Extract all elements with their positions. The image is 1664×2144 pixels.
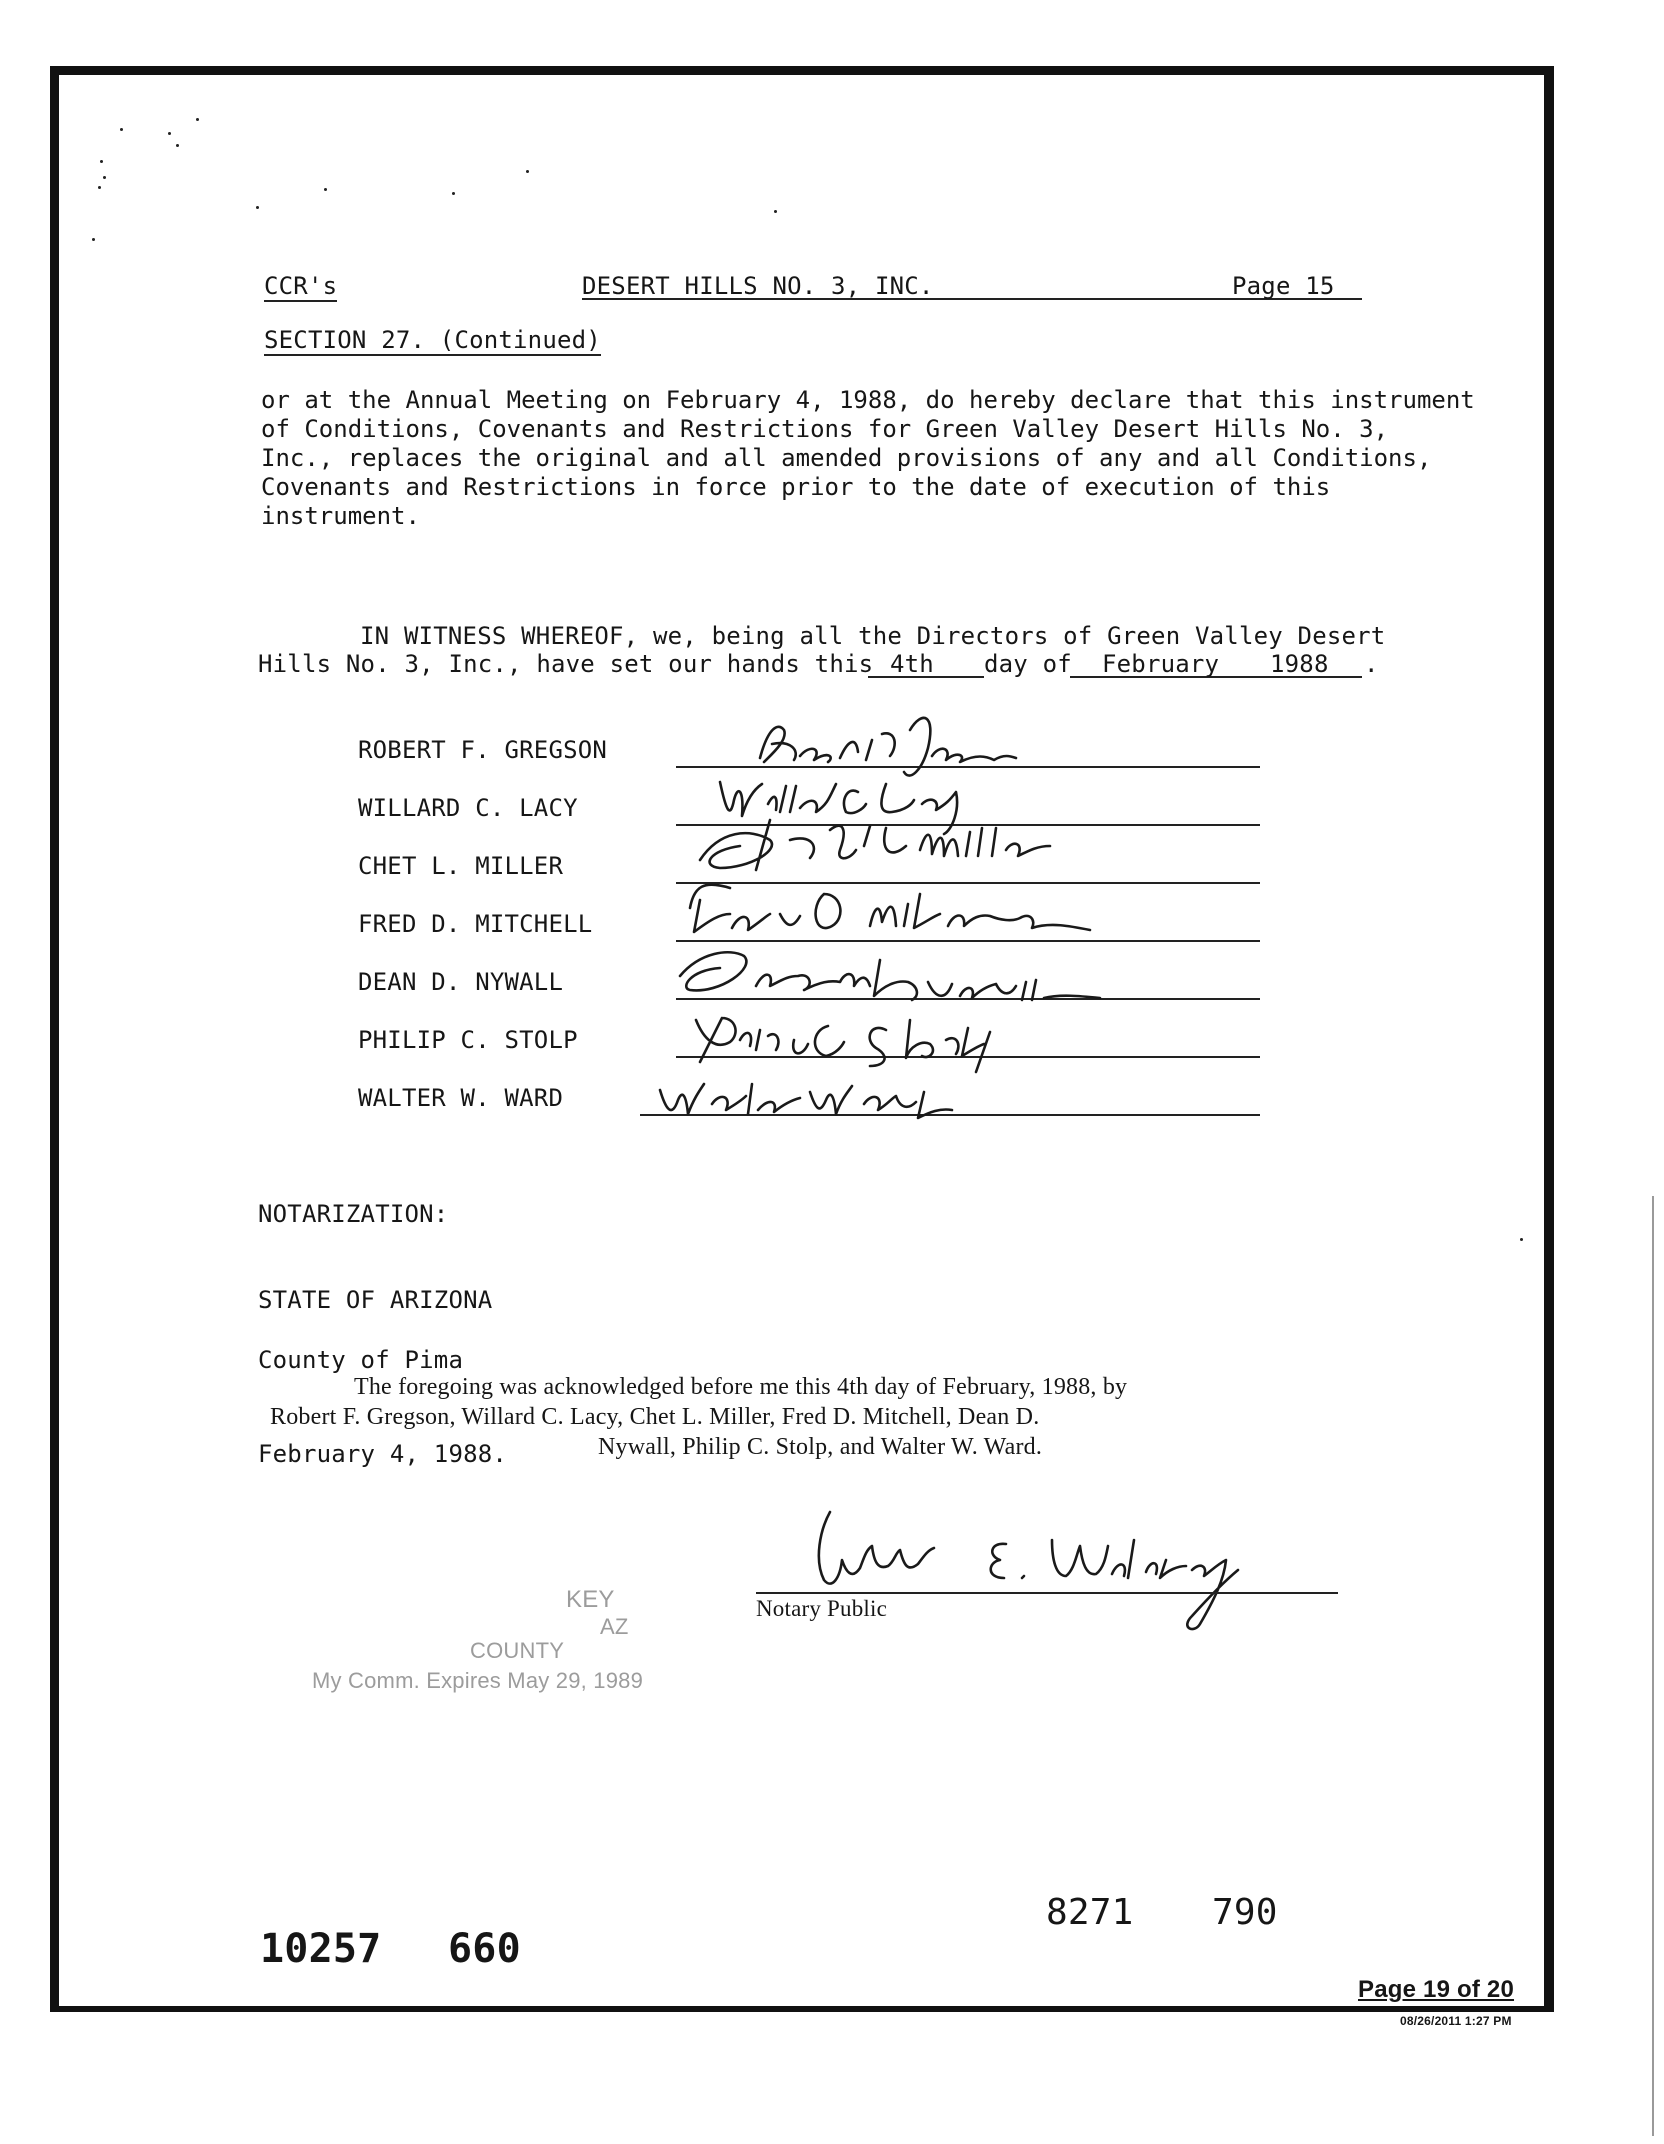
director-signatures <box>660 700 1300 1140</box>
director-name: PHILIP C. STOLP <box>358 1026 578 1054</box>
ack-line-2: Robert F. Gregson, Willard C. Lacy, Chet L. Miller, Fred D. Mitchell, Dean D. <box>270 1404 1040 1430</box>
witness-line-1: IN WITNESS WHEREOF, we, being all the Directors of Green Valley Desert <box>360 622 1386 650</box>
seal-line-4: My Comm. Expires May 29, 1989 <box>312 1668 644 1693</box>
scan-edge-line <box>1652 1196 1654 2136</box>
notarization-heading: NOTARIZATION: <box>258 1200 449 1228</box>
notary-county: County of Pima <box>258 1346 464 1374</box>
body-line: Inc., replaces the original and all amended provisions of any and all Conditions, <box>261 444 1432 472</box>
ack-line-1: The foregoing was acknowledged before me this 4th day of February, 1988, by <box>354 1374 1128 1400</box>
director-name: ROBERT F. GREGSON <box>358 736 608 764</box>
notary-signature-line <box>756 1592 1338 1594</box>
header-right: Page 15 <box>1232 272 1335 300</box>
witness-year: 1988 <box>1270 650 1329 678</box>
recording-book-right: 8271 <box>1046 1892 1134 1933</box>
seal-line-3: COUNTY <box>470 1638 565 1663</box>
header-left: CCR's <box>264 272 338 300</box>
director-name: DEAN D. NYWALL <box>358 968 564 996</box>
recording-page-left: 660 <box>448 1926 521 1972</box>
director-name: FRED D. MITCHELL <box>358 910 593 938</box>
director-name: WALTER W. WARD <box>358 1084 564 1112</box>
body-line: instrument. <box>261 502 420 530</box>
body-paragraph <box>261 386 1475 531</box>
witness-period: . <box>1364 650 1379 678</box>
recording-book-left: 10257 <box>260 1926 382 1972</box>
ack-date: February 4, 1988. <box>258 1440 508 1468</box>
body-line: or at the Annual Meeting on February 4, 1988, do hereby declare that this instrument <box>261 386 1475 414</box>
body-line: of Conditions, Covenants and Restrictions for Green Valley Desert Hills No. 3, <box>261 415 1389 443</box>
section-heading: SECTION 27. (Continued) <box>264 326 601 354</box>
header-center: DESERT HILLS NO. 3, INC. <box>582 272 934 300</box>
witness-day: 4th <box>890 650 934 678</box>
director-name: WILLARD C. LACY <box>358 794 578 822</box>
notary-public-label: Notary Public <box>756 1596 887 1621</box>
footer-timestamp: 08/26/2011 1:27 PM <box>1400 2014 1512 2028</box>
recording-page-right: 790 <box>1212 1892 1278 1933</box>
ack-line-3: Nywall, Philip C. Stolp, and Walter W. Ward. <box>598 1434 1043 1460</box>
notary-state: STATE OF ARIZONA <box>258 1286 493 1314</box>
seal-line-1: KEY <box>566 1586 615 1613</box>
seal-line-2: AZ <box>600 1614 629 1639</box>
body-line: Covenants and Restrictions in force prior to the date of execution of this <box>261 473 1331 501</box>
witness-month: February <box>1102 650 1220 678</box>
footer-page-number: Page 19 of 20 <box>1358 1976 1515 2003</box>
director-name: CHET L. MILLER <box>358 852 564 880</box>
witness-line-2-prefix: Hills No. 3, Inc., have set our hands this <box>258 650 874 678</box>
witness-day-of: day of <box>984 650 1072 678</box>
